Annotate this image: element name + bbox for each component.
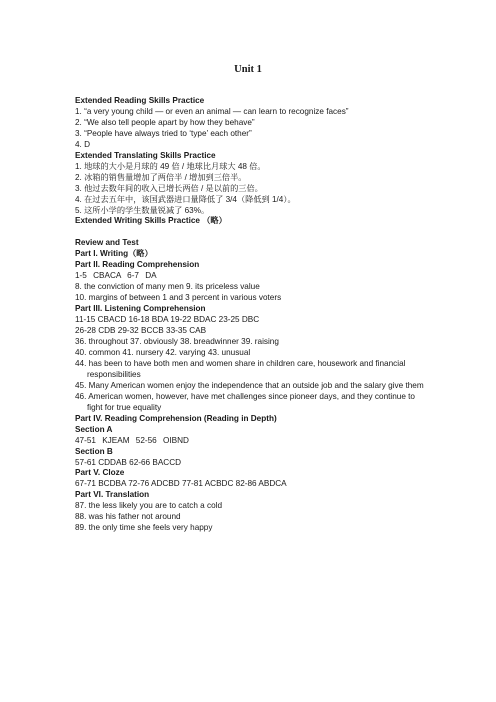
part2-line-3: 10. margins of between 1 and 3 percent in various voters — [75, 293, 282, 303]
part3-answer-46: 46. American women, however, have met challenges since pioneer days, and they continue to fight for true equality — [75, 391, 415, 412]
part3-line-1: 11-15 CBACD 16-18 BDA 19-22 BDAC 23-25 DBC — [75, 315, 260, 325]
section-b-answers: 57-61 CDDAB 62-66 BACCD — [75, 457, 182, 467]
part4-heading: Part IV. Reading Comprehension (Reading in Depth) — [75, 413, 277, 423]
part2-line-1: 1-5 CBACA 6-7 DA — [75, 271, 157, 281]
part5-heading: Part V. Cloze — [75, 468, 125, 478]
translation-answer-89: 89. the only time she feels very happy — [75, 523, 213, 533]
part1-heading: Part I. Writing（略） — [75, 249, 153, 259]
translating-skills-heading: Extended Translating Skills Practice — [75, 150, 216, 160]
section-a-heading: Section A — [75, 424, 113, 434]
part3-answer-44: 44. has been to have both men and women share in children care, housework and financial responsibilities — [75, 358, 406, 379]
reading-answer-4: 4. D — [75, 139, 91, 149]
part6-heading: Part VI. Translation — [75, 490, 150, 500]
translating-answer-3: 3. 他过去数年间的收入已增长两倍 / 是以前的三倍。 — [75, 183, 263, 193]
part3-heading: Part III. Listening Comprehension — [75, 304, 206, 314]
section-b-heading: Section B — [75, 446, 113, 456]
part2-heading: Part II. Reading Comprehension — [75, 260, 200, 270]
reading-answer-3: 3. “People have always tried to ‘type’ each other” — [75, 128, 252, 138]
part3-answer-45: 45. Many American women enjoy the independence that an outside job and the salary give them — [75, 380, 424, 390]
part2-line-2: 8. the conviction of many men 9. its priceless value — [75, 282, 260, 292]
section-gap — [75, 227, 425, 238]
reading-skills-heading: Extended Reading Skills Practice — [75, 96, 205, 105]
translating-answer-1: 1. 地球的大小是月球的 49 倍 / 地球比月球大 48 倍。 — [75, 161, 266, 171]
reading-answer-1: 1. “a very young child — or even an animal — can learn to recognize faces” — [75, 106, 349, 116]
translation-answer-87: 87. the less likely you are to catch a cold — [75, 501, 222, 511]
part5-answers: 67-71 BCDBA 72-76 ADCBD 77-81 ACBDC 82-86 ABDCA — [75, 479, 287, 489]
answer-key-content — [75, 96, 425, 534]
part3-line-3: 36. throughout 37. obviously 38. breadwinner 39. raising — [75, 337, 279, 347]
translation-answer-88: 88. was his father not around — [75, 512, 181, 522]
translating-answer-4: 4. 在过去五年中，该国武器进口量降低了 3/4（降低到 1/4）。 — [75, 194, 296, 204]
writing-skills-heading: Extended Writing Skills Practice （略） — [75, 216, 227, 226]
section-a-answers: 47-51 KJEAM 52-56 OIBND — [75, 435, 189, 445]
unit-title: Unit 1 — [234, 64, 262, 75]
review-heading: Review and Test — [75, 238, 139, 248]
part3-line-4: 40. common 41. nursery 42. varying 43. unusual — [75, 347, 251, 357]
translating-answer-5: 5. 这所小学的学生数量锐减了 63%。 — [75, 205, 210, 215]
translating-answer-2: 2. 冰箱的销售量增加了两倍半 / 增加到三倍半。 — [75, 172, 247, 182]
reading-answer-2: 2. “We also tell people apart by how they behave” — [75, 117, 255, 127]
part3-line-2: 26-28 CDB 29-32 BCCB 33-35 CAB — [75, 326, 207, 336]
